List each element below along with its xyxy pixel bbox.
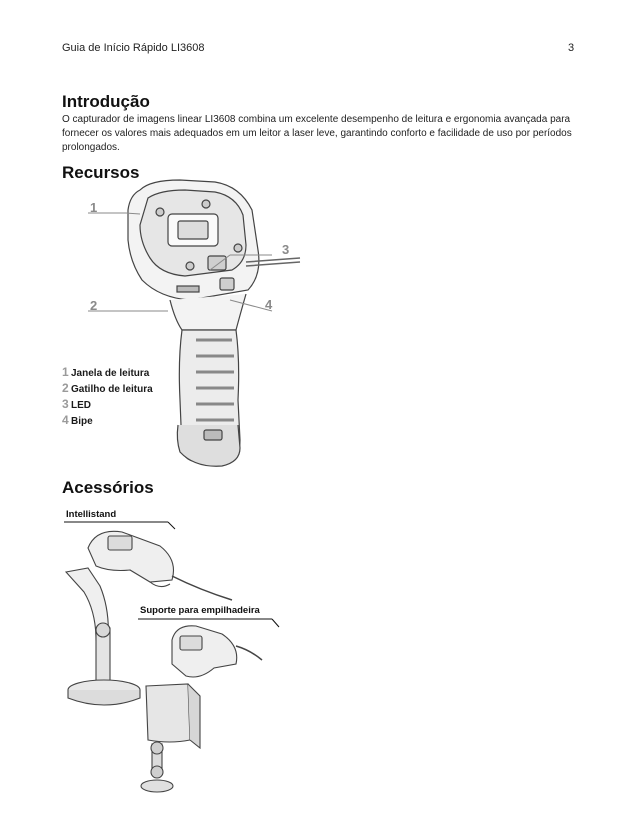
features-heading: Recursos: [62, 163, 140, 182]
intro-heading: Introdução: [62, 92, 150, 111]
callout-3: 3: [282, 242, 290, 257]
callout-2: 2: [90, 298, 98, 313]
accessories-heading: Acessórios: [62, 478, 154, 497]
callout-4: 4: [265, 297, 273, 312]
accessory-label-forklift-mount: Suporte para empilhadeira: [140, 605, 260, 616]
page-number: 3: [568, 42, 575, 54]
intro-paragraph: O capturador de imagens linear LI3608 combina um excelente desempenho de leitura e ergonomia avançada para fornecer os valores mais adequados em um leitor a laser leve, garantindo conforto e facilidade de uso por períodos prolongados.: [62, 114, 572, 153]
legend-item: 3 LED: [62, 397, 91, 411]
legend-item: 4 Bipe: [62, 413, 93, 427]
legend-item: 1 Janela de leitura: [62, 365, 150, 379]
accessory-label-intellistand: Intellistand: [66, 509, 117, 520]
callout-1: 1: [90, 200, 98, 215]
running-header-title: Guia de Início Rápido LI3608: [62, 42, 205, 54]
legend-item: 2 Gatilho de leitura: [62, 381, 153, 395]
